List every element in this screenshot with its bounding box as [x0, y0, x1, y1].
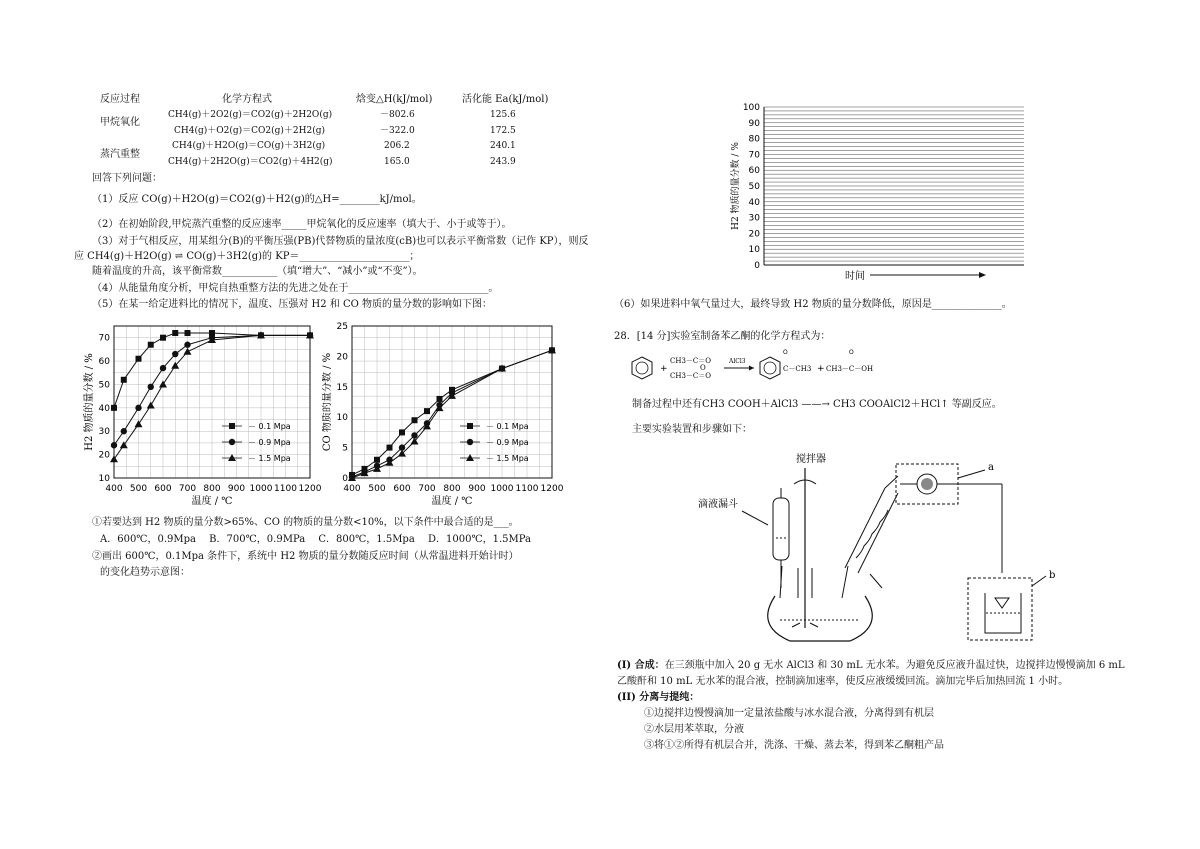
dh-cell: 206.2: [384, 141, 410, 151]
eq-row: CH4(g)＋2H2O(g)＝CO2(g)＋4H2(g): [168, 157, 333, 167]
x-tick-label: 500: [368, 484, 386, 494]
y-tick-label: 20: [748, 229, 760, 240]
data-point: [184, 348, 192, 355]
th-activation: 活化能 Ea(kJ/mol): [462, 94, 549, 105]
x-tick-label: 700: [178, 484, 197, 494]
h2-fraction-chart: [80, 318, 330, 513]
carbonyl-o: O: [783, 349, 788, 356]
x-tick-label: 400: [105, 484, 123, 494]
legend-marker: [466, 454, 474, 461]
y-tick-label: 30: [98, 427, 110, 438]
data-point: [135, 405, 141, 411]
data-point: [120, 441, 128, 448]
data-point: [136, 356, 142, 362]
question-6: （6）如果进料中氧气量过大，最终导致 H2 物质的量分数降低，原因是______________。: [614, 299, 1012, 310]
question-4: （4）从能量角度分析，甲烷自热重整方法的先进之处在于____________________________。: [92, 283, 499, 294]
data-point: [121, 428, 127, 434]
y-tick-label: 10: [336, 413, 348, 424]
eq-row: CH4(g)＋O2(g)＝CO2(g)＋2H2(g): [174, 126, 325, 136]
th-process: 反应过程: [100, 94, 140, 105]
data-point: [172, 351, 178, 357]
y-tick-label: 40: [98, 403, 110, 414]
legend-marker: [467, 423, 473, 429]
x-tick-label: 1000: [490, 484, 514, 494]
data-point: [374, 457, 380, 463]
question-3-trend: 随着温度的升高，该平衡常数___________（填“增大”、“减小”或“不变”）。: [92, 266, 423, 277]
y-tick-label: 90: [748, 118, 760, 129]
x-tick-label: 1100: [515, 484, 539, 494]
step-1: [617, 659, 1125, 672]
y-tick-label: 25: [336, 322, 348, 332]
steps-intro: 主要实验装置和步骤如下：: [632, 424, 752, 435]
drying-tube-a-icon: [896, 464, 1002, 573]
reflux-condenser-icon: [845, 476, 898, 573]
y-tick-label: 40: [748, 197, 760, 208]
data-point: [184, 342, 190, 348]
eq-row: CH4(g)＋2O2(g)＝CO2(g)＋2H2O(g): [168, 110, 333, 120]
data-point: [148, 342, 154, 348]
step-2-2: ②水层用苯萃取，分液: [644, 724, 744, 735]
group-oxidation: 甲烷氧化: [100, 117, 140, 128]
dropping-funnel-label: 滴液漏斗: [698, 499, 738, 510]
question-2: （2）在初始阶段,甲烷蒸汽重整的反应速率_____甲烷氧化的反应速率（填大于、小于或等于）。: [92, 219, 512, 230]
data-point: [111, 442, 117, 448]
data-point: [424, 408, 430, 414]
step-2-1: ①边搅拌边慢慢滴加一定量浓盐酸与冰水混合液，分离得到有机层: [644, 708, 934, 719]
x-tick-label: 600: [154, 484, 172, 494]
reaction-scheme: [628, 345, 898, 390]
question-5: （5）在某一给定进料比的情况下，温度、压强对 H2 和 CO 物质的量分数的影响如下图：: [92, 299, 493, 310]
step-1-cont: 乙酸酐和 10 mL 无水苯的混合液，控制滴加速率，使反应液缓缓回流。滴加完毕后加热回流 1 小时。: [617, 676, 1069, 687]
step-1-text: 在三颈瓶中加入 20 g 无水 AlCl3 和 30 mL 无水苯。为避免反应液升温过快，边搅拌边慢慢滴加 6 mL: [664, 660, 1125, 671]
y-tick-label: 20: [98, 450, 110, 461]
x-tick-label: 800: [203, 484, 221, 494]
data-point: [135, 420, 143, 427]
question-3-kp: 应 CH4(g)＋H2O(g) ⇌ CO(g)＋3H2(g)的 KP＝______________________；: [74, 251, 420, 262]
anhydride-top: CH3－C＝O: [670, 357, 712, 365]
y-tick-label: 10: [98, 474, 110, 484]
y-tick-label: 30: [748, 213, 760, 224]
legend-label: － 1.5 Mpa: [486, 454, 529, 463]
y-tick-label: 80: [748, 134, 760, 145]
data-point: [159, 380, 167, 387]
y-axis-label: CO 物质的量分数 / %: [322, 352, 333, 452]
legend-label: － 0.1 Mpa: [486, 422, 529, 431]
group-reforming: 蒸汽重整: [100, 149, 140, 160]
x-tick-label: 400: [343, 484, 361, 494]
dh-cell: －322.0: [380, 126, 415, 136]
question-1: （1）反应 CO(g)＋H2O(g)＝CO2(g)＋H2(g)的△H=________kJ/mol。: [92, 194, 422, 205]
catalyst-label: AlCl3: [729, 358, 746, 365]
step-2-3: ③将①②所得有机层合并，洗涤、干燥、蒸去苯，得到苯乙酮粗产品: [644, 740, 944, 751]
data-point: [111, 405, 117, 411]
x-tick-label: 1200: [298, 484, 322, 494]
data-point: [121, 377, 127, 383]
y-tick-label: 60: [748, 166, 760, 177]
x-tick-label: 800: [443, 484, 461, 494]
label-b: b: [1049, 570, 1056, 581]
legend-marker: [229, 439, 235, 445]
anhydride-mid: O: [700, 364, 706, 372]
x-axis-label: 温度 / ℃: [191, 496, 233, 507]
apparatus-diagram: [670, 448, 1070, 658]
product-acetophenone: C－CH3: [783, 365, 812, 373]
x-tick-label: 1200: [540, 484, 564, 494]
question-5-2: ②画出 600℃，0.1Mpa 条件下，系统中 H2 物质的量分数随反应时间（从常温进料开始计时）: [92, 551, 519, 562]
legend-label: － 1.5 Mpa: [248, 454, 291, 463]
th-equation: 化学方程式: [222, 94, 272, 105]
y-tick-label: 70: [748, 150, 760, 161]
x-axis-label: 时间: [845, 271, 865, 282]
x-tick-label: 700: [418, 484, 436, 494]
legend-marker: [229, 423, 235, 429]
step-2-title: (II) 分离与提纯：: [617, 692, 700, 703]
data-point: [160, 335, 166, 341]
plus-sign: +: [660, 364, 668, 374]
legend-marker: [467, 439, 473, 445]
ea-cell: 125.6: [490, 110, 516, 120]
benzene-icon: [632, 357, 652, 379]
ea-cell: 243.9: [490, 157, 516, 167]
y-axis-label: H2 物质的量分数 / %: [84, 353, 95, 451]
product-acetic-acid: CH3－C－OH: [826, 365, 874, 373]
x-tick-label: 500: [129, 484, 148, 494]
data-point: [185, 330, 191, 336]
stirrer-icon: [792, 468, 818, 628]
th-enthalpy: 焓变△H(kJ/mol): [356, 94, 433, 105]
data-point: [387, 445, 393, 451]
legend-label: － 0.9 Mpa: [486, 438, 529, 447]
question-5-2-cont: 的变化趋势示意图：: [100, 567, 190, 578]
h2-time-blank-chart: [730, 100, 1030, 285]
legend-marker: [228, 454, 236, 461]
ea-cell: 172.5: [490, 126, 516, 136]
y-tick-label: 50: [98, 380, 110, 391]
x-tick-label: 1100: [274, 484, 297, 494]
x-tick-label: 600: [393, 484, 411, 494]
dh-cell: －802.6: [380, 110, 415, 120]
y-tick-label: 15: [336, 382, 348, 393]
legend-label: － 0.9 Mpa: [248, 438, 291, 447]
question-3: （3）对于气相反应，用某组分(B)的平衡压强(PB)代替物质的量浓度(cB)也可以表示平衡常数（记作 KP），则反: [92, 236, 589, 247]
x-tick-label: 900: [468, 484, 486, 494]
data-point: [148, 384, 154, 390]
y-tick-label: 70: [98, 333, 110, 344]
absorption-beaker-b-icon: [968, 578, 1032, 640]
y-tick-label: 10: [748, 245, 760, 256]
data-point: [160, 365, 166, 371]
data-point: [110, 455, 118, 462]
carbonyl-o-2: O: [849, 349, 854, 356]
question-5-options: A．600℃，0.9Mpa B．700℃，0.9MPa C．800℃，1.5Mpa D．1000℃，1.5MPa: [100, 534, 532, 545]
question-28: 28．[14 分]实验室制备苯乙酮的化学方程式为：: [614, 331, 831, 342]
x-tick-label: 900: [227, 484, 246, 494]
eq-row: CH4(g)＋H2O(g)＝CO(g)＋3H2(g): [172, 141, 326, 151]
co-fraction-chart: [322, 318, 567, 513]
anhydride-bottom: CH3－C＝O: [670, 372, 712, 380]
y-tick-label: 0: [342, 474, 348, 484]
ea-cell: 240.1: [490, 141, 516, 151]
data-point: [437, 396, 443, 402]
legend-label: － 0.1 Mpa: [248, 422, 291, 431]
plus-sign-2: +: [817, 364, 825, 374]
data-point: [172, 330, 178, 336]
y-tick-label: 0: [754, 261, 760, 271]
intro-text: 回答下列问题：: [92, 173, 162, 184]
side-reaction: 制备过程中还有CH3 COOH＋AlCl3 ——→ CH3 COOAlCl2＋HCl↑ 等副反应。: [632, 399, 1002, 410]
data-point: [412, 417, 418, 423]
x-axis-label: 温度 / ℃: [431, 496, 473, 507]
x-tick-label: 1000: [249, 484, 273, 494]
y-tick-label: 20: [336, 352, 348, 363]
y-tick-label: 50: [748, 182, 760, 192]
y-axis-label: H2 物质的量分数 / %: [731, 142, 741, 230]
question-5-1: ①若要达到 H2 物质的量分数>65%、CO 的物质的量分数<10%，以下条件中最合适的是___。: [92, 517, 519, 528]
arrowhead-icon: [749, 366, 754, 371]
y-tick-label: 100: [742, 103, 760, 113]
y-tick-label: 60: [98, 357, 110, 368]
label-a: a: [988, 462, 994, 473]
dh-cell: 165.0: [384, 157, 410, 167]
stirrer-label: 搅拌器: [796, 454, 826, 465]
data-point: [147, 402, 155, 409]
step-1-title: (I) 合成：: [617, 660, 665, 671]
time-arrowhead-icon: [979, 272, 986, 278]
dropping-funnel-icon: [773, 488, 789, 588]
three-neck-flask-icon: [768, 566, 873, 641]
y-tick-label: 5: [342, 443, 348, 454]
product-benzene-icon: [760, 357, 780, 379]
data-point: [399, 429, 405, 435]
